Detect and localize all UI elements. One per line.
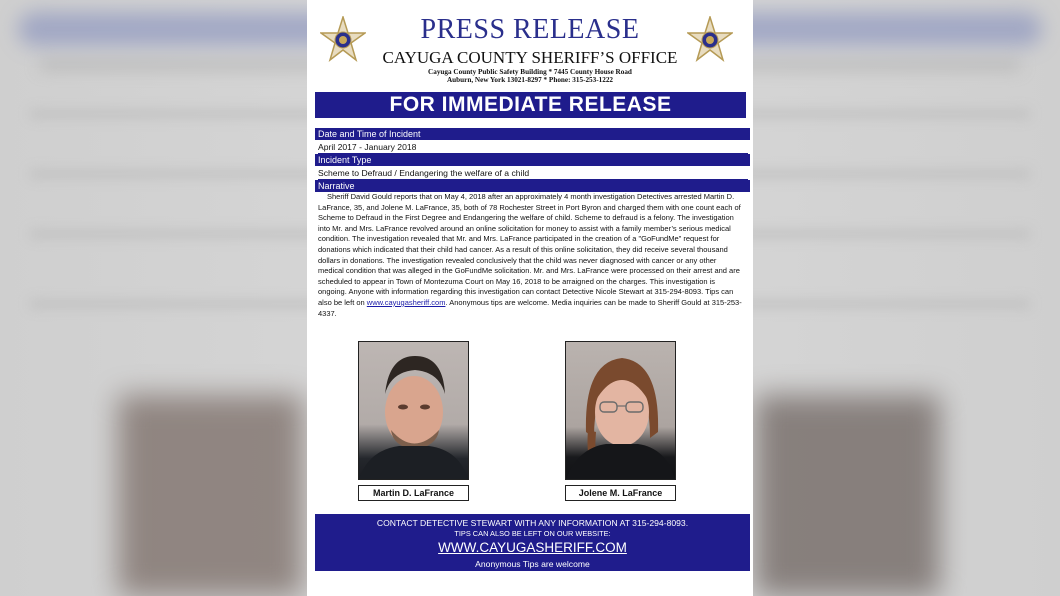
date-value: April 2017 - January 2018 bbox=[318, 141, 748, 154]
office-address: Cayuga County Public Safety Building * 7445 County House Road bbox=[428, 68, 632, 76]
narrative-header: Narrative bbox=[315, 180, 750, 192]
narrative-text: Sheriff David Gould reports that on May 4, 2018 after an approximately 4 month investigation Detectives arrested Martin D. LaFrance, 35, and Jolene M. LaFrance, 35, both of 78 Rochester Street in Port Byron and charged them with one count each of Scheme to Defraud in the First Degree and Endangering the welfare of child. Scheme to defraud is a felony. The investigation into Mr. and Mrs. LaFrance revolved around an online solicitation for money to assist with a family member’s serious medical condition. The investigation revealed that Mr. and Mrs. LaFrance participated in the creation of a "GoFundMe" request for donations which indicated that their child had cancer. As a result of this online solicitation, they did receive several thousand dollars in donations. The investigation revealed conclusively that the child was never diagnosed with cancer or any other medical condition that was alleged in the GoFundMe solicitation. Mr. and Mrs. LaFrance were processed on their arrest and are scheduled to appear in Town of Montezuma Court on May 16, 2018 to be arraigned on the charges. This investigation is ongoing. Anyone with information regarding this investigation can contact Detective Nicole Stewart at 315-294-8093. Tips can also be left on bbox=[318, 192, 741, 307]
press-release-title: PRESS RELEASE bbox=[420, 14, 640, 45]
date-section-header: Date and Time of Incident bbox=[315, 128, 750, 140]
incident-type-header: Incident Type bbox=[315, 154, 750, 166]
caption-martin: Martin D. LaFrance bbox=[358, 485, 469, 501]
footer-contact-line: CONTACT DETECTIVE STEWART WITH ANY INFORMATION AT 315-294-8093. bbox=[376, 518, 689, 528]
contact-footer bbox=[315, 514, 750, 571]
incident-type-value: Scheme to Defraud / Endangering the welfare of a child bbox=[318, 167, 748, 180]
caption-jolene: Jolene M. LaFrance bbox=[565, 485, 676, 501]
mugshot-jolene bbox=[565, 341, 676, 480]
website-link[interactable]: www.cayugasheriff.com bbox=[366, 297, 446, 307]
press-release-document bbox=[307, 0, 753, 596]
footer-tips-line: TIPS CAN ALSO BE LEFT ON OUR WEBSITE: bbox=[454, 529, 611, 538]
office-contact: Auburn, New York 13021-8297 * Phone: 315-253-1222 bbox=[446, 76, 614, 84]
office-name: CAYUGA COUNTY SHERIFF’S OFFICE bbox=[382, 48, 678, 67]
blurred-background-photo bbox=[755, 395, 940, 596]
blurred-background-photo bbox=[118, 395, 303, 596]
mugshot-martin bbox=[358, 341, 469, 480]
narrative-text-end: . Anonymous tips are welcome. Media inquiries can be made to Sheriff Gould at 315-253-4337. bbox=[318, 297, 742, 318]
footer-anonymous-line: Anonymous Tips are welcome bbox=[475, 559, 590, 569]
footer-website-link[interactable]: WWW.CAYUGASHERIFF.COM bbox=[438, 540, 627, 555]
narrative-body bbox=[318, 192, 742, 319]
immediate-release-banner: FOR IMMEDIATE RELEASE bbox=[315, 92, 746, 118]
